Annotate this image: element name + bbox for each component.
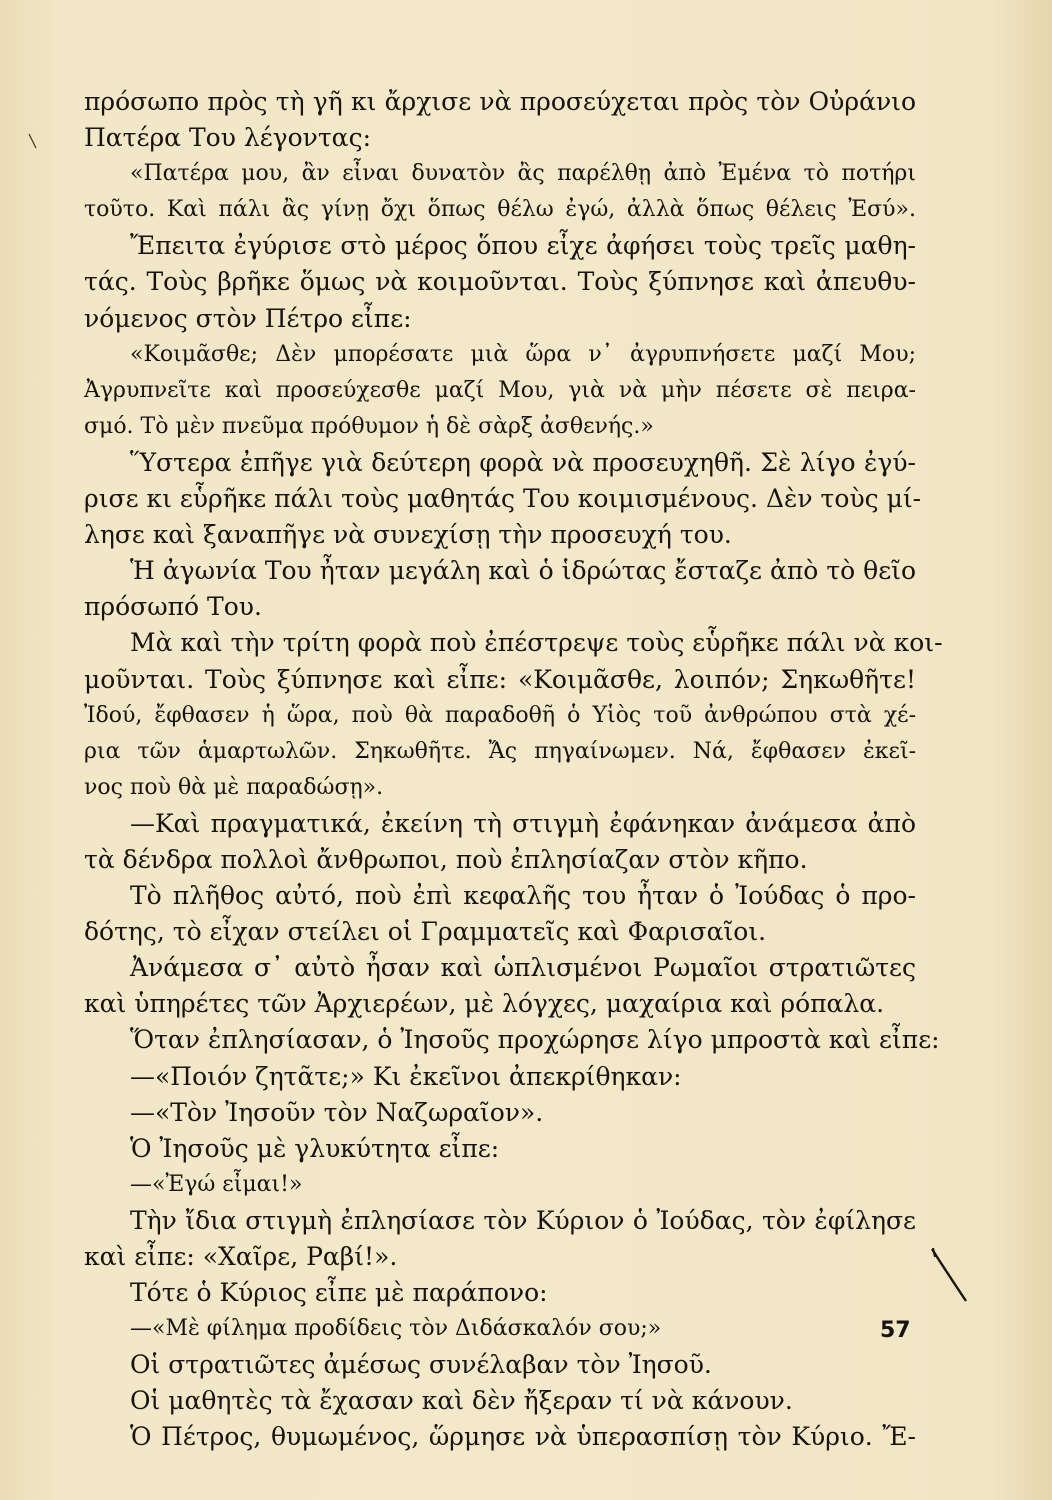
text-line: Τότε ὁ Κύριος εἶπε μὲ παράπονο: <box>130 1278 548 1308</box>
text-line: τάς. Τοὺς βρῆκε ὅμως νὰ κοιμοῦνται. Τοὺς ξύπνησε καὶ ἀπευθυ- <box>84 267 916 297</box>
text-line: Ἀγρυπνεῖτε καὶ προσεύχεσθε μαζί Μου, γιὰ νὰ μὴν πέσετε σὲ πειρα- <box>84 377 916 403</box>
text-line: «Πατέρα μου, ἂν εἶναι δυνατὸν ἂς παρέλθῃ ἀπὸ Ἐμένα τὸ ποτήρι <box>130 161 916 187</box>
text-line: Ἰδού, ἔφθασεν ἡ ὥρα, ποὺ θὰ παραδοθῆ ὁ Υἱὸς τοῦ ἀνθρώπου στὰ χέ- <box>84 702 916 728</box>
text-line: τοῦτο. Καὶ πάλι ἂς γίνῃ ὄχι ὅπως θέλω ἐγώ, ἀλλὰ ὅπως θέλεις Ἐσύ». <box>84 197 916 223</box>
text-line: Μὰ καὶ τὴν τρίτη φορὰ ποὺ ἐπέστρεψε τοὺς εὗρῆκε πάλι νὰ κοι- <box>130 628 943 658</box>
text-line: τὰ δένδρα πολλοὶ ἄνθρωποι, ποὺ ἐπλησίαζαν στὸν κῆπο. <box>84 844 808 874</box>
text-line: —«Ἐγώ εἶμαι!» <box>130 1171 303 1197</box>
text-line: Οἱ μαθητὲς τὰ ἔχασαν καὶ δὲν ἤξεραν τί νὰ κάνουν. <box>130 1386 793 1416</box>
text-line: Πατέρα Του λέγοντας: <box>84 123 371 153</box>
text-line: καὶ ὑπηρέτες τῶν Ἀρχιερέων, μὲ λόγχες, μαχαίρια καὶ ρόπαλα. <box>84 989 885 1019</box>
text-line: Ὕστερα ἐπῆγε γιὰ δεύτερη φορὰ νὰ προσευχηθῆ. Σὲ λίγο ἐγύ- <box>130 447 916 477</box>
text-line: ρισε κι εὗρῆκε πάλι τοὺς μαθητάς Του κοιμισμένους. Δὲν τοὺς μί- <box>84 484 922 514</box>
text-line: νος ποὺ θὰ μὲ παραδώσῃ». <box>84 774 384 800</box>
text-line: Ὅταν ἐπλησίασαν, ὁ Ἰησοῦς προχώρησε λίγο μπροστὰ καὶ εἶπε: <box>130 1025 940 1055</box>
text-line: λησε καὶ ξαναπῆγε νὰ συνεχίσῃ τὴν προσευχή του. <box>84 520 732 550</box>
text-line: Ἡ ἀγωνία Του ἦταν μεγάλη καὶ ὁ ἱδρώτας ἔσταζε ἀπὸ τὸ θεῖο <box>130 556 916 586</box>
page-number: 57 <box>880 1318 911 1343</box>
text-line: —«Τὸν Ἰησοῦν τὸν Ναζωραῖον». <box>130 1097 544 1127</box>
text-line: —«Μὲ φίλημα προδίδεις τὸν Διδάσκαλόν σου;» <box>130 1316 662 1342</box>
text-line: ρια τῶν ἁμαρτωλῶν. Σηκωθῆτε. Ἄς πηγαίνωμεν. Νά, ἔφθασεν ἐκεῖ- <box>84 738 916 764</box>
text-line: νόμενος στὸν Πέτρο εἶπε: <box>84 303 412 333</box>
margin-annotation-mark <box>930 1245 970 1305</box>
text-line: πρόσωπο πρὸς τὴ γῆ κι ἄρχισε νὰ προσεύχεται πρὸς τὸν Οὐράνιο <box>84 87 916 116</box>
text-line: Ὁ Πέτρος, θυμωμένος, ὥρμησε νὰ ὑπερασπίσῃ τὸν Κύριο. Ἔ- <box>130 1422 916 1452</box>
text-line: μοῦνται. Τοὺς ξύπνησε καὶ εἶπε: «Κοιμᾶσθε, λοιπόν; Σηκωθῆτε! <box>84 664 916 694</box>
text-line: σμό. Τὸ μὲν πνεῦμα πρόθυμον ἡ δὲ σὰρξ ἀσθενής.» <box>84 413 654 439</box>
text-line: Τὸ πλῆθος αὐτό, ποὺ ἐπὶ κεφαλῆς του ἦταν ὁ Ἰούδας ὁ προ- <box>130 881 916 911</box>
page-text <box>84 84 943 1456</box>
text-line: Ὁ Ἰησοῦς μὲ γλυκύτητα εἶπε: <box>130 1133 500 1163</box>
text-line: δότης, τὸ εἶχαν στείλει οἱ Γραμματεῖς καὶ Φαρισαῖοι. <box>84 917 767 947</box>
text-line: πρόσωπό Του. <box>84 592 262 622</box>
margin-tick-mark <box>28 133 38 149</box>
text-line: —Καὶ πραγματικά, ἐκείνη τὴ στιγμὴ ἐφάνηκαν ἀνάμεσα ἀπὸ <box>130 808 916 838</box>
text-line: Οἱ στρατιῶτες ἀμέσως συνέλαβαν τὸν Ἰησοῦ. <box>130 1350 712 1380</box>
text-line: Τὴν ἴδια στιγμὴ ἐπλησίασε τὸν Κύριον ὁ Ἰούδας, τὸν ἐφίλησε <box>130 1205 916 1235</box>
text-line: Ἀνάμεσα σ᾽ αὐτὸ ἦσαν καὶ ὡπλισμένοι Ρωμαῖοι στρατιῶτες <box>130 953 916 983</box>
text-line: Ἔπειτα ἐγύρισε στὸ μέρος ὅπου εἶχε ἀφήσει τοὺς τρεῖς μαθη- <box>130 231 916 261</box>
text-line: —«Ποιόν ζητᾶτε;» Κι ἐκεῖνοι ἀπεκρίθηκαν: <box>130 1061 682 1091</box>
text-line: «Κοιμᾶσθε; Δὲν μπορέσατε μιὰ ὥρα ν᾽ ἀγρυπνήσετε μαζί Μου; <box>130 341 916 367</box>
text-line: καὶ εἶπε: «Χαῖρε, Ραβί!». <box>84 1242 398 1271</box>
